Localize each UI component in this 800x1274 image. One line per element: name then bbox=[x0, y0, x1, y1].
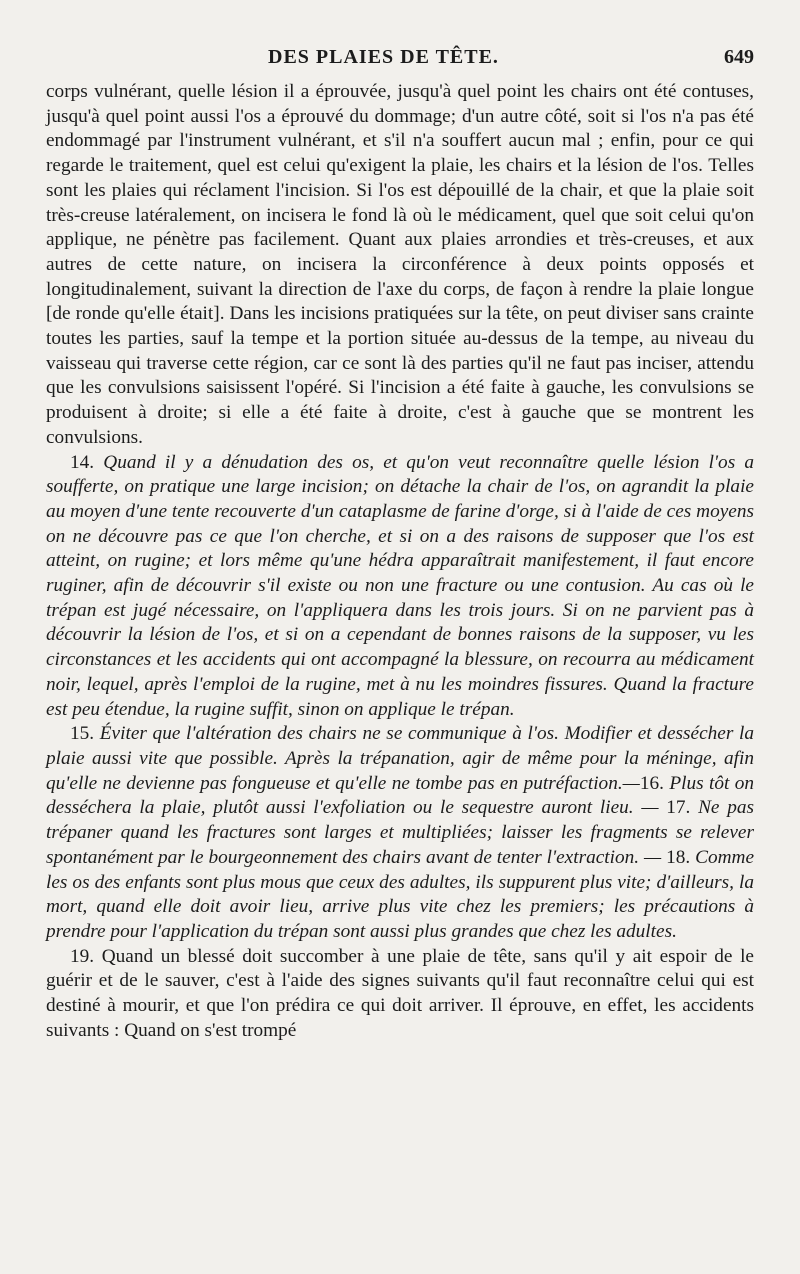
paragraph-16-text: Plus tôt on desséchera la plaie, plutôt aussi l'exfoliation ou le sequestre auront lieu. — bbox=[46, 772, 754, 819]
paragraph-18-text: Comme les os des enfants sont plus mous que ceux des adultes, ils suppurent plus vite; d'ailleurs, la mort, quand elle doit avoir lieu, arrive plus vite chez les premiers; les précautions à prendre pour l'application du trépan sont aussi plus grandes que chez les adultes. bbox=[46, 846, 755, 942]
book-page bbox=[46, 40, 754, 1043]
paragraph-1: corps vulnérant, quelle lésion il a éprouvée, jusqu'à quel point les chairs ont été contuses, jusqu'à quel point aussi l'os a éprouvé du dommage; d'un autre côté, soit si l'os n'a pas été endommagé par l'instrument vulnérant, et s'il n'a souffert aucun mal ; enfin, pour ce qui regarde le traitement, quel est celui qu'exigent la plaie, les chairs et la lésion de l'os. Telles sont les plaies qui réclament l'incision. Si l'os est dépouillé de la chair, et que la plaie soit très-creuse latéralement, on incisera le fond là où le médicament, quel que soit celui qu'on applique, ne pénètre pas facilement. Quant aux plaies arrondies et très-creuses, et aux autres de cette nature, on incisera la circonférence à deux points opposés et longitudinalement, suivant la direction de l'axe du corps, de façon à rendre la plaie longue [de ronde qu'elle était]. Dans les incisions pratiquées sur la tête, on peut diviser sans crainte toutes les parties, sauf la tempe et la portion située au-dessus de la tempe, au niveau du vaisseau qui traverse cette région, car ce sont là des parties qu'il ne faut pas inciser, attendu que les convulsions saisissent l'opéré. Si l'incision a été faite à gauche, les convulsions se produisent à droite; si elle a été faite à droite, c'est à gauche que se montrent les convulsions. bbox=[46, 81, 754, 448]
section-number-18: 18. bbox=[666, 846, 691, 868]
page-header bbox=[46, 40, 754, 76]
paragraph-14 bbox=[46, 451, 754, 723]
paragraph-17-text: Ne pas trépaner quand les fractures sont larges et multipliées; laisser les fragments se relever spontanément par le bourgeonnement des chairs avant de tenter l'extraction. — bbox=[46, 797, 754, 868]
section-number-15: 15. bbox=[70, 723, 95, 745]
paragraph-14-text: Quand il y a dénudation des os, et qu'on veut reconnaître quelle lésion l'os a soufferte, on pratique une large incision; on détache la chair de l'os, on agrandit la plaie au moyen d'une tente recouverte d'un cataplasme de farine d'orge, si à l'aide de ces moyens on ne découvre pas ce que l'on cherche, et si on a des raisons de supposer que l'os est atteint, on rugine; et lors même qu'une hédra apparaîtrait manifestement, il faut encore ruginer, afin de découvrir s'il existe ou non une fracture ou une contusion. Au cas où le trépan est jugé nécessaire, on l'appliquera dans les trois jours. Si on ne parvient pas à découvrir la lésion de l'os, et si on a cependant de bonnes raisons de la supposer, vu les circonstances et les accidents qui ont accompagné la blessure, on recourra au médicament noir, lequel, après l'emploi de la rugine, met à nu les moindres fissures. Quand la fracture est peu étendue, la rugine suffit, sinon on applique le trépan. bbox=[46, 451, 755, 720]
section-number-19: 19. bbox=[70, 945, 95, 967]
section-number-17: 17. bbox=[666, 797, 691, 819]
section-number-16: 16. bbox=[639, 772, 664, 794]
running-title: DES PLAIES DE TÊTE. bbox=[268, 46, 499, 68]
paragraph-19 bbox=[46, 945, 754, 1044]
section-number-14: 14. bbox=[70, 451, 95, 473]
paragraph-15-text: Éviter que l'altération des chairs ne se communique à l'os. Modifier et dessécher la plaie aussi vite que possible. Après la trépanation, agir de même pour la méninge, afin qu'elle ne devienne pas fongueuse et qu'elle ne tombe pas en putréfaction.— bbox=[46, 723, 754, 794]
paragraph-19-text: Quand un blessé doit succomber à une plaie de tête, sans qu'il y ait espoir de le guérir et de le sauver, c'est à l'aide des signes suivants qu'il faut reconnaître celui qui est destiné à mourir, et que l'on prédira ce qui doit arriver. Il éprouve, en effet, les accidents suivants : Quand on s'est trompé bbox=[46, 945, 754, 1041]
page-number: 649 bbox=[724, 46, 754, 68]
paragraph-15-18 bbox=[46, 722, 754, 944]
body-text bbox=[46, 80, 754, 1043]
